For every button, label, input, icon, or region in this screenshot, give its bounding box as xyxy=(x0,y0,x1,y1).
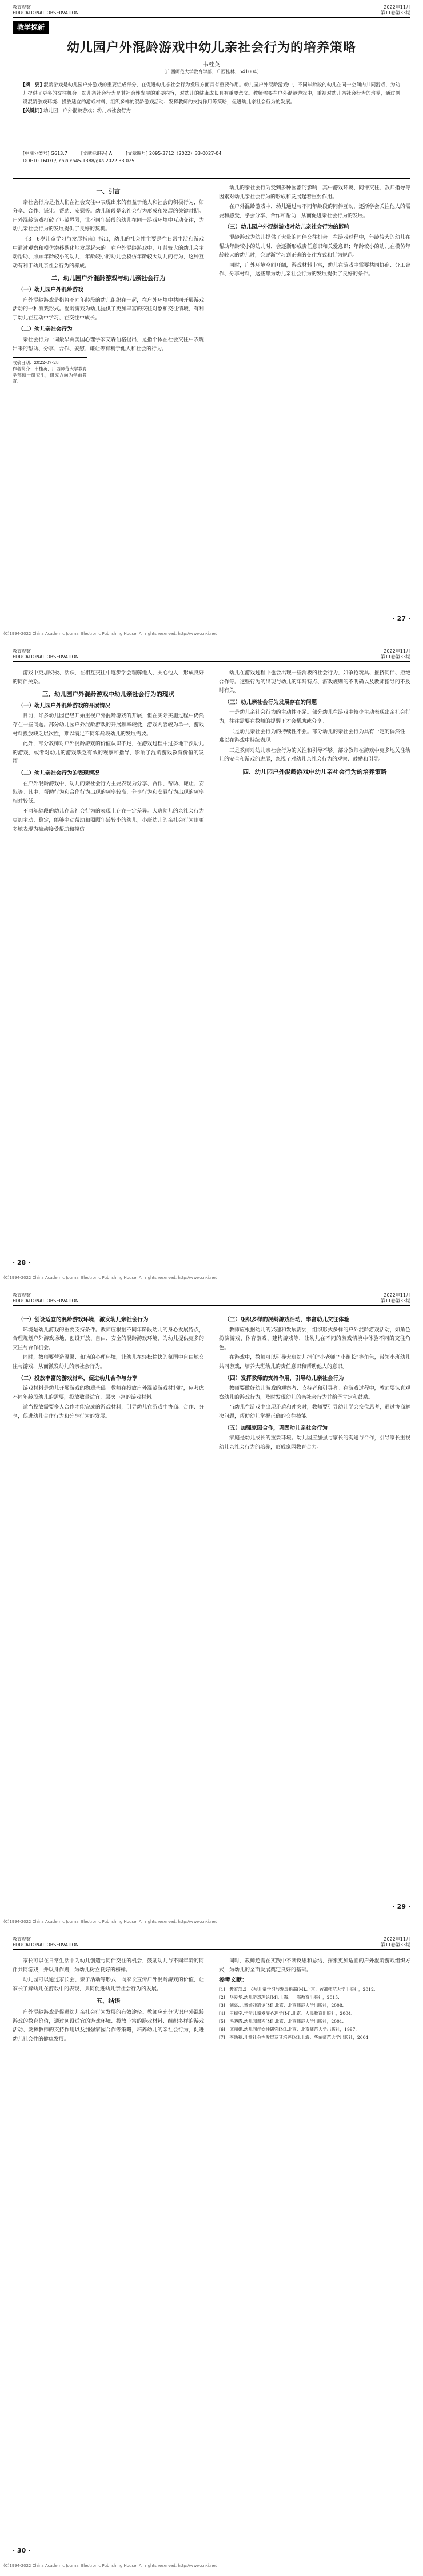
paragraph: 户外混龄游戏是指将不同年龄段的幼儿组织在一起，在户外环境中共同开展游戏活动的一种游戏形式。混龄游戏为幼儿提供了更加丰富的交往对象和交往情境，有利于幼儿在互动中学习、在交往中成长。 xyxy=(13,297,204,321)
abstract xyxy=(23,81,400,115)
page-number-value: 30 xyxy=(17,2547,26,2554)
page-number: · 29 · xyxy=(392,1903,410,1910)
paragraph: 在游戏中，教师可以引导大班幼儿担任“小老师”“小组长”等角色，带领小班幼儿共同游戏，培养大班幼儿的责任意识和帮助他人的意识。 xyxy=(219,1355,410,1370)
paragraph: 一是幼儿亲社会行为的主动性不足。部分幼儿在游戏中较少主动表现出亲社会行为，往往需要在教师的提醒下才会帮助或分享。 xyxy=(219,710,410,725)
paragraph: 二是幼儿亲社会行为的持续性不强。部分幼儿的亲社会行为具有一定的偶然性，难以在游戏中持续表现。 xyxy=(219,729,410,744)
page1-right-column xyxy=(219,184,410,281)
abstract-text: 混龄游戏是幼儿园户外游戏的重要组成部分，在促进幼儿亲社会行为发展方面具有重要作用。幼儿园户外混龄游戏中，不同年龄段的幼儿在同一空间内共同游戏，为幼儿提供了更多的交往机会。幼儿亲社会行为是其社会性发展的重要内容，对幼儿的健康成长具有重要意义。教师需要在户外混龄游戏中，重视对幼儿亲社会行为的培养，通过创设混龄游戏环境、投放适宜的游戏材料、组织多样的混龄游戏活动、发挥教师的支持作用等策略，促进幼儿亲社会行为的发展。 xyxy=(23,82,400,105)
paragraph: 目前，许多幼儿园已经开始重视户外混龄游戏的开展，但在实际实施过程中仍然存在一些问题。部分幼儿园户外混龄游戏的开展频率较低，游戏内容较为单一，游戏材料投放缺乏层次性，难以满足不同年龄段幼儿的发展需要。 xyxy=(13,713,204,737)
article-meta xyxy=(23,150,400,165)
running-header xyxy=(13,5,410,18)
reference-item: [6] 庞丽娟.幼儿同伴交往研究[M].北京：北京师范大学出版社，1997. xyxy=(219,2026,357,2032)
subheading: （二）幼儿亲社会行为的表现情况 xyxy=(18,770,100,777)
journal-name-en: EDUCATIONAL OBSERVATION xyxy=(13,10,79,15)
divider xyxy=(13,178,410,179)
page4-right-column xyxy=(219,1957,410,2042)
paragraph: 当幼儿在游戏中出现矛盾和冲突时，教师要引导幼儿学会换位思考，通过协商解决问题，帮助幼儿掌握正确的交往技能。 xyxy=(219,1405,410,1419)
subheading: （五）加强家园合作，巩固幼儿亲社会行为 xyxy=(224,1425,328,1431)
subheading: （二）投放丰富的游戏材料，促进幼儿合作与分享 xyxy=(18,1375,138,1382)
paragraph: 亲社会行为一词最早由美国心理学家艾森伯格提出，是指个体在社会交往中表现出来的帮助、分享、合作、安慰、谦让等有利于他人和社会的行为。 xyxy=(13,337,204,352)
article-title: 幼儿园户外混龄游戏中幼儿亲社会行为的培养策略 xyxy=(66,41,356,55)
reference-list xyxy=(219,1986,410,2041)
paragraph: 家庭是幼儿成长的重要环境。幼儿园应加强与家长的沟通与合作，引导家长重视幼儿亲社会行为的培养，形成家园教育合力。 xyxy=(219,1435,410,1450)
page-number-value: 27 xyxy=(397,615,406,622)
issue-date: 2022年11月 xyxy=(384,1293,410,1298)
paragraph: 同时，户外环境空间开阔，游戏材料丰富，幼儿在游戏中需要共同协商、分工合作、分享材料，这些都为幼儿亲社会行为的发展提供了良好的条件。 xyxy=(219,262,410,278)
journal-name-en: EDUCATIONAL OBSERVATION xyxy=(13,1298,79,1303)
page-number-value: 29 xyxy=(397,1903,406,1910)
journal-name-cn: 教育观察 xyxy=(13,5,31,10)
author-name: 韦桂英 xyxy=(203,62,220,68)
heading: 一、引言 xyxy=(96,188,121,195)
issue-volume: 第11卷第33期 xyxy=(380,1298,410,1303)
doi: DOI:10.16070/j.cnki.cn45-1388/g4s.2022.33.025 xyxy=(23,158,135,163)
paragraph: 户外混龄游戏是促进幼儿亲社会行为发展的有效途径。教师应充分认识户外混龄游戏的教育价值，通过创设适宜的游戏环境、投放丰富的游戏材料、组织多样的游戏活动、发挥教师的支持作用以及加强家园合作等策略，培养幼儿的亲社会行为，促进幼儿社会性的健康发展。 xyxy=(13,2009,204,2042)
paragraph: 教师应根据幼儿的兴趣和发展需要，组织形式多样的户外混龄游戏活动，如角色扮演游戏、体育游戏、建构游戏等，让幼儿在不同的游戏情境中体验不同的交往角色。 xyxy=(219,1327,410,1351)
heading: 二、幼儿园户外混龄游戏与幼儿亲社会行为 xyxy=(51,275,166,282)
journal-name-cn: 教育观察 xyxy=(13,649,31,654)
page1-left-column xyxy=(13,184,204,386)
running-header xyxy=(13,1293,410,1306)
subheading: （二）幼儿亲社会行为 xyxy=(18,326,73,333)
footnote: 收稿日期：2022-07-28 作者简介：韦桂英，广西师范大学教育学部硕士研究生，研究方向为学前教育。 xyxy=(13,357,87,385)
paragraph: 《3—6岁儿童学习与发展指南》指出，幼儿的社会性主要是在日常生活和游戏中通过观察和模仿潜移默化地发展起来的。在户外混龄游戏中，年龄较大的幼儿会主动帮助、照顾年龄较小的幼儿，年龄较小的幼儿会模仿年龄较大幼儿的行为，这种互动有利于幼儿亲社会行为的养成。 xyxy=(13,236,204,269)
paragraph: 亲社会行为是指人们在社会交往中表现出来的有益于他人和社会的积极行为，如分享、合作、谦让、帮助、安慰等。幼儿阶段是亲社会行为形成和发展的关键时期。户外混龄游戏打破了年龄界限，让不同年龄段的幼儿在同一游戏环境中互动交往，为幼儿亲社会行为的发展提供了良好的契机。 xyxy=(13,199,204,233)
issue-date: 2022年11月 xyxy=(384,649,410,654)
page3-left-column xyxy=(13,1313,204,1423)
issue-volume: 第11卷第33期 xyxy=(380,1942,410,1947)
keywords-text: 幼儿园；户外混龄游戏；幼儿亲社会行为 xyxy=(43,108,131,114)
abstract-label: [摘 要] xyxy=(23,82,42,88)
copyright: (C)1994-2022 China Academic Journal Electronic Publishing House. All rights reserved. http://www.cnki.net xyxy=(3,631,217,636)
journal-name-en: EDUCATIONAL OBSERVATION xyxy=(13,1942,79,1947)
page-3 xyxy=(0,1288,423,1932)
keywords-label: [关键词] xyxy=(23,108,42,114)
journal-name-cn: 教育观察 xyxy=(13,1937,31,1942)
paragraph: 在户外混龄游戏中，幼儿的亲社会行为主要表现为分享、合作、帮助、谦让、安慰等。其中，帮助行为和合作行为出现的频率较高，分享行为和安慰行为出现的频率相对较低。 xyxy=(13,781,204,805)
paragraph: 同时，教师还需在实践中不断反思和总结，探索更加适宜的户外混龄游戏组织方式，为幼儿的全面发展奠定良好的基础。 xyxy=(219,1958,410,1973)
subheading: （三）幼儿亲社会行为发展存在的问题 xyxy=(224,699,317,706)
journal-name-en: EDUCATIONAL OBSERVATION xyxy=(13,654,79,659)
reference-item: [2] 华爱华.幼儿游戏理论[M].上海：上海教育出版社，2015. xyxy=(219,1994,340,2000)
copyright: (C)1994-2022 China Academic Journal Electronic Publishing House. All rights reserved. http://www.cnki.net xyxy=(3,1275,217,1280)
paragraph: 教师要做好幼儿游戏的观察者、支持者和引导者。在游戏过程中，教师要认真观察幼儿的游戏行为，及时发现幼儿的亲社会行为并给予肯定和鼓励。 xyxy=(219,1386,410,1401)
page-2 xyxy=(0,644,423,1288)
section-tag: 教学探新 xyxy=(13,21,49,34)
subheading: （三）组织多样的混龄游戏活动，丰富幼儿交往体验 xyxy=(224,1317,350,1323)
subheading: （四）发挥教师的支持作用，引导幼儿亲社会行为 xyxy=(224,1375,344,1382)
doc-code: [文献标识码] A xyxy=(81,151,113,156)
references-title: 参考文献： xyxy=(219,1977,248,1984)
paragraph: 适当投放需要多人合作才能完成的游戏材料，引导幼儿在游戏中协商、合作、分享，促进幼儿合作行为和分享行为的发展。 xyxy=(13,1405,204,1419)
page3-right-column xyxy=(219,1313,410,1453)
running-header xyxy=(13,1937,410,1950)
subheading: （一）创设适宜的混龄游戏环境，激发幼儿亲社会行为 xyxy=(18,1317,149,1323)
page-number: · 27 · xyxy=(392,615,410,622)
reference-item: [4] 王振宇.学前儿童发展心理学[M].北京：人民教育出版社，2004. xyxy=(219,2010,353,2016)
reference-item: [7] 李幼穗.儿童社会性发展及其培养[M].上海：华东师范大学出版社，2004. xyxy=(219,2034,370,2040)
heading: 四、幼儿园户外混龄游戏中幼儿亲社会行为的培养策略 xyxy=(242,768,387,775)
paragraph: 三是教师对幼儿亲社会行为的关注和引导不够。部分教师在游戏中更多地关注幼儿的安全和游戏的进展，忽视了对幼儿亲社会行为的观察、鼓励和引导。 xyxy=(219,747,410,763)
page-number: · 28 · xyxy=(13,1259,31,1266)
heading: 五、结语 xyxy=(96,1998,121,2005)
paragraph: 环境是幼儿游戏的重要支持条件。教师应根据不同年龄段幼儿的身心发展特点，合理规划户外游戏场地，创设开放、自由、安全的混龄游戏环境，为幼儿提供更多的交往与合作机会。 xyxy=(13,1327,204,1351)
page-number-value: 28 xyxy=(17,1259,26,1266)
page4-left-column xyxy=(13,1957,204,2045)
author-affiliation: （广西师范大学教育学部，广西桂林，541004） xyxy=(161,69,262,74)
page-number: · 30 · xyxy=(13,2547,31,2554)
issue-date: 2022年11月 xyxy=(384,5,410,10)
copyright: (C)1994-2022 China Academic Journal Electronic Publishing House. All rights reserved. http://www.cnki.net xyxy=(3,1919,217,1924)
paragraph: 此外，部分教师对户外混龄游戏的价值认识不足，在游戏过程中过多地干预幼儿的游戏，或者对幼儿的游戏缺乏有效的观察和指导，影响了混龄游戏教育价值的发挥。 xyxy=(13,741,204,765)
heading: 三、幼儿园户外混龄游戏中幼儿亲社会行为的现状 xyxy=(42,691,174,698)
subheading: （一）幼儿园户外混龄游戏的开展情况 xyxy=(18,702,111,709)
issue-volume: 第11卷第33期 xyxy=(380,654,410,659)
paragraph: 混龄游戏为幼儿提供了大量的同伴交往机会。在游戏过程中，年龄较大的幼儿在帮助年龄较小的幼儿时，会逐渐形成责任意识和关爱意识；年龄较小的幼儿在模仿年龄较大的幼儿时，会逐渐学习到正确的交往方式和行为规范。 xyxy=(219,234,410,259)
paragraph: 幼儿在游戏过程中也会出现一些消极的社会行为，如争抢玩具、推挤同伴、拒绝合作等。这些行为的出现与幼儿的年龄特点、游戏规则的不明确以及教师指导的不及时有关。 xyxy=(219,670,410,694)
running-header xyxy=(13,649,410,662)
issue-date: 2022年11月 xyxy=(384,1937,410,1942)
issue-volume: 第11卷第33期 xyxy=(380,10,410,15)
copyright: (C)1994-2022 China Academic Journal Electronic Publishing House. All rights reserved. http://www.cnki.net xyxy=(3,2563,217,2568)
paragraph: 幼儿的亲社会行为受到多种因素的影响，其中游戏环境、同伴交往、教师指导等因素对幼儿亲社会行为的形成和发展起着重要作用。 xyxy=(219,185,410,200)
subheading: （一）幼儿园户外混龄游戏 xyxy=(18,286,83,293)
page-4 xyxy=(0,1932,423,2576)
paragraph: 在户外混龄游戏中，幼儿通过与不同年龄段的同伴互动，逐渐学会关注他人的需要和感受，学会分享、合作和帮助，从而促进亲社会行为的发展。 xyxy=(219,204,410,219)
subheading: （三）幼儿园户外混龄游戏对幼儿亲社会行为的影响 xyxy=(224,224,350,231)
reference-item: [1] 教育部.3—6岁儿童学习与发展指南[M].北京：首都师范大学出版社，2012. xyxy=(219,1986,376,1992)
clc-number: [中图分类号] G613.7 xyxy=(23,151,67,156)
journal-name-cn: 教育观察 xyxy=(13,1293,31,1298)
paragraph: 家长可以在日常生活中为幼儿创造与同伴交往的机会，鼓励幼儿与不同年龄的同伴共同游戏，并以身作则，为幼儿树立良好的榜样。 xyxy=(13,1958,204,1973)
paragraph: 游戏材料是幼儿开展游戏的物质基础。教师在投放户外混龄游戏材料时，应考虑不同年龄段幼儿的需要，投放数量适宜、层次丰富的游戏材料。 xyxy=(13,1386,204,1401)
paragraph: 不同年龄段的幼儿在亲社会行为的表现上存在一定差异。大班幼儿的亲社会行为更加主动、稳定，能够主动帮助和照顾年龄较小的幼儿；小班幼儿的亲社会行为则更多地表现为被动接受帮助和模仿。 xyxy=(13,809,204,833)
paragraph: 同时，教师要营造温馨、和谐的心理环境，让幼儿在轻松愉快的氛围中自由地交往与游戏，从而激发幼儿的亲社会行为。 xyxy=(13,1355,204,1370)
page2-right-column xyxy=(219,669,410,779)
paragraph: 游戏中更加积极、活跃，在相互交往中逐步学会理解他人、关心他人，形成良好的同伴关系。 xyxy=(13,670,204,685)
paragraph: 幼儿园可以通过家长会、亲子活动等形式，向家长宣传户外混龄游戏的价值，让家长了解幼儿在游戏中的表现，共同促进幼儿亲社会行为的发展。 xyxy=(13,1977,204,1992)
page2-left-column xyxy=(13,669,204,835)
reference-item: [3] 刘焱.儿童游戏通论[M].北京：北京师范大学出版社，2008. xyxy=(219,2002,344,2008)
article-number: [文章编号] 2095-3712（2022）33-0027-04 xyxy=(126,151,222,156)
page-1 xyxy=(0,0,423,644)
reference-item: [5] 冯晓霞.幼儿园课程[M].北京：北京师范大学出版社，2001. xyxy=(219,2018,344,2024)
